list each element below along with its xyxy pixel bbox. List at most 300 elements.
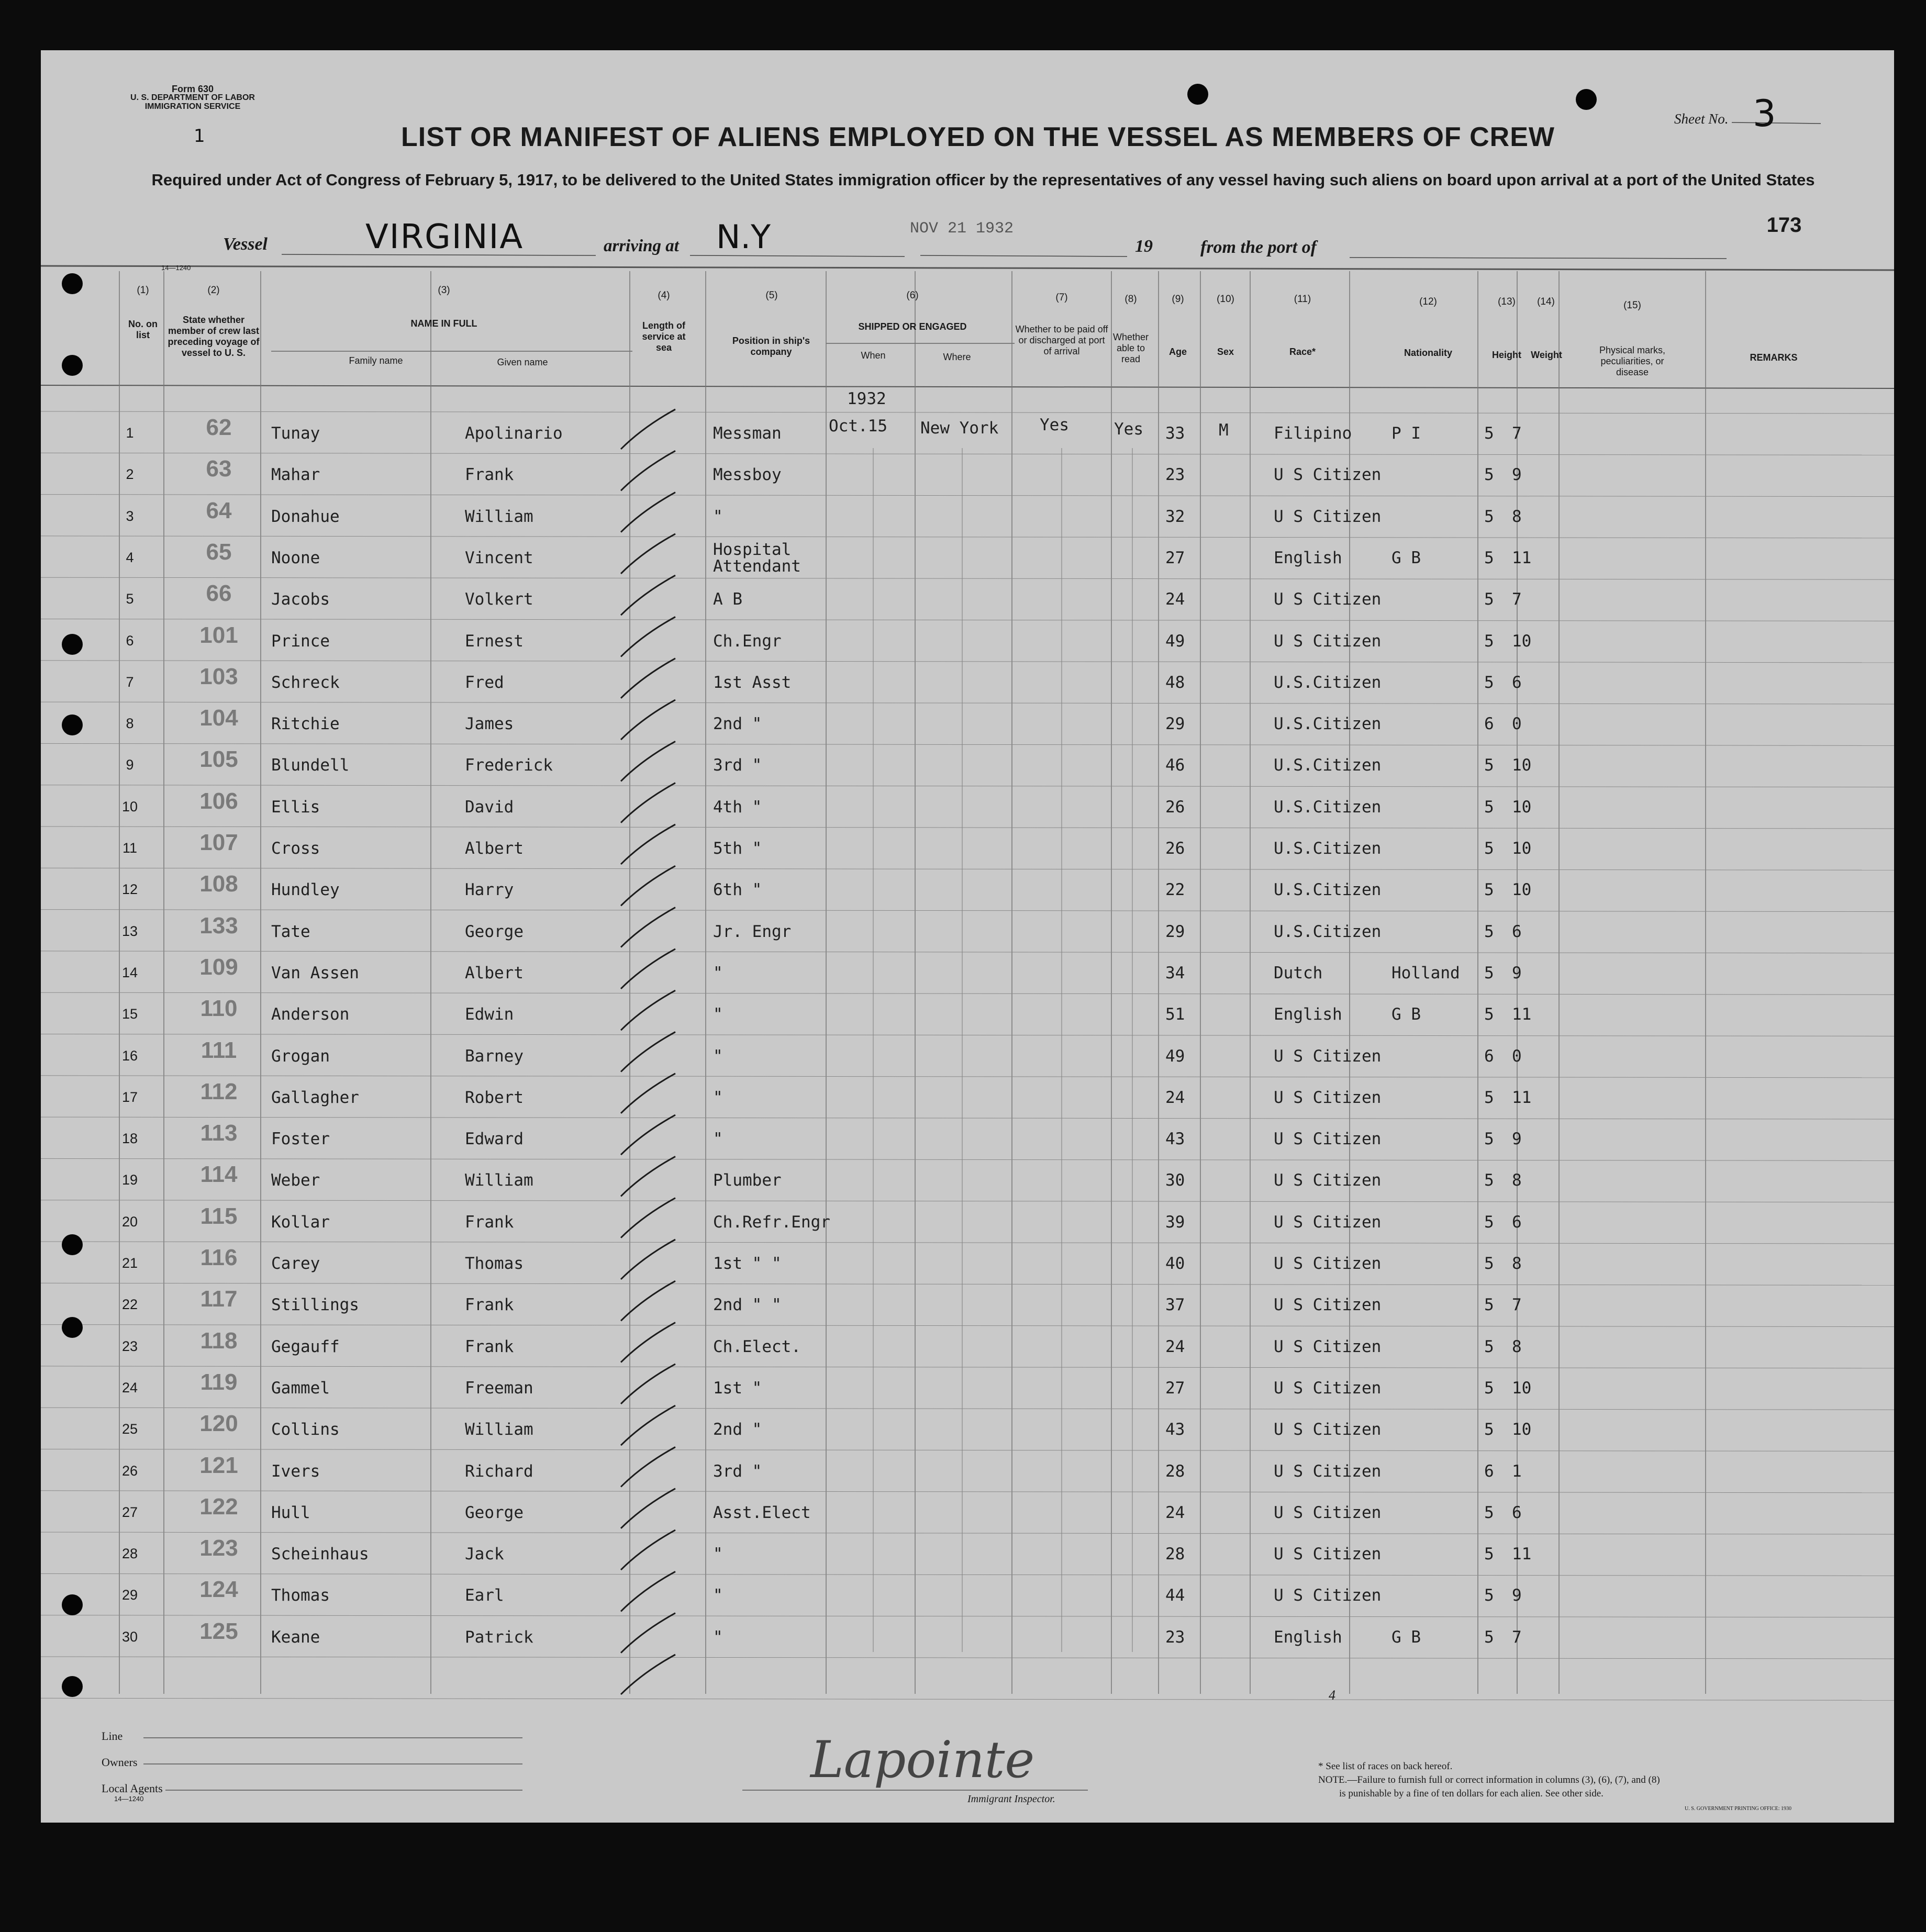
prev-voyage-number: 122 <box>199 1493 238 1520</box>
given-name: William <box>465 1420 533 1439</box>
family-name: Stillings <box>271 1296 359 1315</box>
family-name: Gallagher <box>271 1088 359 1107</box>
row-number: 10 <box>121 798 138 814</box>
race: U S Citizen <box>1274 1171 1382 1190</box>
row-number: 9 <box>126 757 134 773</box>
given-name: Edwin <box>465 1005 514 1024</box>
printer-imprint: U. S. GOVERNMENT PRINTING OFFICE: 1930 <box>1685 1806 1791 1812</box>
race: U.S.Citizen <box>1274 839 1382 858</box>
punch-hole <box>62 1676 83 1697</box>
weight: 8 <box>1512 507 1522 526</box>
service-tick-mark <box>621 1032 675 1072</box>
service-tick-mark <box>621 1074 675 1113</box>
form-service: IMMIGRATION SERVICE <box>144 102 241 111</box>
row-number: 30 <box>121 1628 138 1645</box>
race: U S Citizen <box>1274 1461 1382 1481</box>
race: U.S.Citizen <box>1274 756 1382 775</box>
age: 28 <box>1165 1461 1185 1481</box>
col-num-3: (3) <box>438 285 450 296</box>
age: 23 <box>1165 1627 1185 1647</box>
age: 49 <box>1165 631 1185 651</box>
race: U S Citizen <box>1274 1378 1382 1398</box>
race: U S Citizen <box>1274 1420 1382 1439</box>
prev-voyage-number: 62 <box>206 415 232 440</box>
col-num-4: (4) <box>658 290 670 301</box>
row-rule <box>41 1449 1894 1451</box>
position: 2nd " <box>713 1420 762 1439</box>
family-name: Tunay <box>271 424 320 443</box>
prev-voyage-number: 123 <box>199 1535 238 1561</box>
height: 5 <box>1484 963 1494 982</box>
col-num-15: (15) <box>1623 300 1641 311</box>
inspector-label: Immigrant Inspector. <box>967 1793 1055 1805</box>
race: U S Citizen <box>1274 631 1382 651</box>
age: 43 <box>1165 1420 1185 1439</box>
position: 5th " <box>713 839 762 858</box>
position: " <box>713 963 723 982</box>
position: 2nd " <box>713 714 762 734</box>
prev-voyage-number: 124 <box>199 1577 238 1603</box>
height: 5 <box>1484 673 1494 692</box>
row-number: 29 <box>121 1587 138 1603</box>
col-header-family-name: Family name <box>349 355 403 366</box>
race: U S Citizen <box>1274 1254 1382 1273</box>
row-rule <box>41 453 1894 455</box>
race: U S Citizen <box>1274 1130 1382 1149</box>
family-name: Ritchie <box>271 714 340 734</box>
row-rule <box>41 577 1894 579</box>
weight: 11 <box>1512 548 1532 567</box>
family-name: Donahue <box>271 507 340 526</box>
height: 5 <box>1484 1627 1494 1647</box>
row-number: 6 <box>126 632 134 649</box>
family-name: Ivers <box>271 1461 320 1481</box>
height: 5 <box>1484 1296 1494 1315</box>
position: 3rd " <box>713 1461 762 1481</box>
weight: 9 <box>1512 963 1522 982</box>
position: 1st " <box>713 1378 762 1398</box>
row-number: 2 <box>126 466 134 483</box>
weight: 9 <box>1512 1130 1522 1149</box>
family-name: Hundley <box>271 880 340 900</box>
row-number: 8 <box>126 716 134 732</box>
age: 30 <box>1165 1171 1185 1190</box>
prev-voyage-number: 120 <box>199 1411 238 1437</box>
nationality: Holland <box>1391 963 1460 982</box>
height: 5 <box>1484 1503 1494 1522</box>
age: 29 <box>1165 714 1185 734</box>
weight: 7 <box>1512 590 1522 609</box>
row-number: 26 <box>121 1462 138 1479</box>
age: 24 <box>1165 1088 1185 1107</box>
given-name: Albert <box>465 963 524 982</box>
vessel-name: VIRGINIA <box>365 218 524 256</box>
age: 23 <box>1165 465 1185 485</box>
family-name: Van Assen <box>271 963 359 982</box>
row-number: 21 <box>121 1255 138 1271</box>
race: U S Citizen <box>1274 1046 1382 1066</box>
family-name: Prince <box>271 631 330 651</box>
family-name: Hull <box>271 1503 310 1522</box>
fine-note-2: is punishable by a fine of ten dollars for each alien. See other side. <box>1339 1788 1604 1799</box>
height: 5 <box>1484 880 1494 900</box>
race: U S Citizen <box>1274 1088 1382 1107</box>
given-name: William <box>465 1171 533 1190</box>
weight: 6 <box>1512 1212 1522 1232</box>
given-name: Patrick <box>465 1627 533 1647</box>
inspector-signature: Lapointe <box>810 1730 1035 1789</box>
height: 5 <box>1484 465 1494 485</box>
given-name: Barney <box>465 1046 524 1066</box>
row-number: 5 <box>126 591 134 607</box>
col-header-remarks: REMARKS <box>1750 352 1798 363</box>
col-num-9: (9) <box>1172 294 1184 305</box>
row-rule <box>41 785 1894 787</box>
row-rule <box>41 868 1894 870</box>
height: 5 <box>1484 1337 1494 1356</box>
given-name: Frederick <box>465 756 553 775</box>
family-name: Cross <box>271 839 320 858</box>
col-header-nationality: Nationality <box>1404 348 1452 358</box>
race: U S Citizen <box>1274 465 1382 485</box>
height: 6 <box>1484 714 1494 734</box>
row-rule <box>41 1117 1894 1119</box>
prev-voyage-number: 113 <box>200 1120 238 1146</box>
row-rule <box>41 992 1894 995</box>
shipped-where: New York <box>920 419 999 438</box>
family-name: Anderson <box>271 1005 350 1024</box>
height: 5 <box>1484 797 1494 817</box>
service-tick-mark <box>621 824 675 864</box>
manifest-sheet <box>41 50 1894 1823</box>
row-rule <box>41 1491 1894 1493</box>
col-header-where: Where <box>943 352 971 362</box>
row-rule <box>41 702 1894 704</box>
race: U S Citizen <box>1274 1503 1382 1522</box>
position: " <box>713 507 723 526</box>
col-num-14: (14) <box>1537 296 1555 307</box>
family-name: Blundell <box>271 756 350 775</box>
paid-off-value: Yes <box>1040 416 1069 434</box>
age: 33 <box>1165 424 1185 443</box>
position: Jr. Engr <box>713 922 792 941</box>
service-tick-mark <box>621 1489 675 1528</box>
weight: 8 <box>1512 1171 1522 1190</box>
row-number: 20 <box>121 1213 138 1230</box>
age: 27 <box>1165 1378 1185 1398</box>
height: 5 <box>1484 1254 1494 1273</box>
weight: 8 <box>1512 1337 1522 1356</box>
small-code: 14—1240 <box>161 264 191 272</box>
age: 39 <box>1165 1212 1185 1232</box>
given-name: Freeman <box>465 1378 533 1398</box>
row-number: 17 <box>121 1089 138 1105</box>
row-rule <box>41 536 1894 538</box>
service-tick-mark <box>621 783 675 823</box>
position: Ch.Engr <box>713 631 782 651</box>
age: 26 <box>1165 839 1185 858</box>
given-name: Frank <box>465 1296 514 1315</box>
height: 5 <box>1484 1420 1494 1439</box>
sheet-number: 3 <box>1753 92 1776 135</box>
service-tick-mark <box>621 1655 675 1694</box>
col-num-5: (5) <box>765 290 778 301</box>
column-header-rule <box>41 385 1894 388</box>
punch-hole <box>1187 84 1208 105</box>
age: 29 <box>1165 922 1185 941</box>
row-rule <box>41 743 1894 745</box>
given-name: Fred <box>465 673 504 692</box>
age: 28 <box>1165 1545 1185 1564</box>
weight: 1 <box>1512 1461 1522 1481</box>
height: 5 <box>1484 1586 1494 1605</box>
position: A B <box>713 590 742 609</box>
shipped-year: 1932 <box>847 389 886 408</box>
family-name: Gegauff <box>271 1337 340 1356</box>
given-name: William <box>465 507 533 526</box>
col-num-11: (11) <box>1294 294 1311 305</box>
position: Asst.Elect <box>713 1503 811 1522</box>
position: Messman <box>713 424 782 443</box>
service-tick-mark <box>621 658 675 698</box>
race: Dutch <box>1274 963 1323 982</box>
height: 5 <box>1484 424 1494 443</box>
race: U S Citizen <box>1274 507 1382 526</box>
punch-hole <box>62 1594 83 1615</box>
prev-voyage-number: 104 <box>199 705 238 731</box>
punch-hole <box>62 1234 83 1255</box>
given-name: Harry <box>465 880 514 900</box>
family-name: Kollar <box>271 1212 330 1232</box>
race: English <box>1274 548 1342 567</box>
family-name: Scheinhaus <box>271 1545 369 1564</box>
col-header-physical: Physical marks, peculiarities, or disease <box>1599 345 1666 377</box>
family-name: Gammel <box>271 1378 330 1398</box>
punch-hole <box>62 1317 83 1338</box>
service-tick-mark <box>621 990 675 1030</box>
service-tick-mark <box>621 700 675 740</box>
weight: 8 <box>1512 1254 1522 1273</box>
service-tick-mark <box>621 866 675 906</box>
col-header-read: Whether able to read <box>1112 332 1149 364</box>
age: 49 <box>1165 1046 1185 1066</box>
height: 5 <box>1484 839 1494 858</box>
given-name: George <box>465 1503 524 1522</box>
race: English <box>1274 1627 1342 1647</box>
weight: 7 <box>1512 424 1522 443</box>
given-name: Apolinario <box>465 424 563 443</box>
col-header-length: Length of service at sea <box>642 320 686 353</box>
height: 5 <box>1484 507 1494 526</box>
given-name: Frank <box>465 1212 514 1232</box>
col-num-12: (12) <box>1419 296 1437 307</box>
age: 51 <box>1165 1005 1185 1024</box>
weight: 7 <box>1512 1627 1522 1647</box>
prev-voyage-number: 117 <box>200 1286 238 1312</box>
weight: 10 <box>1512 756 1532 775</box>
race: U.S.Citizen <box>1274 714 1382 734</box>
punch-hole <box>62 634 83 655</box>
form-number: Form 630 <box>171 84 214 94</box>
service-tick-mark <box>621 741 675 781</box>
weight: 6 <box>1512 673 1522 692</box>
punch-hole <box>1576 89 1597 110</box>
weight: 0 <box>1512 1046 1522 1066</box>
date-underline <box>920 255 1127 256</box>
row-rule <box>41 495 1894 497</box>
col-header-height: Height <box>1492 350 1521 360</box>
col-header-name: NAME IN FULL <box>410 318 477 329</box>
row-rule <box>41 951 1894 953</box>
page-number: 173 <box>1766 214 1802 237</box>
position: " <box>713 1627 723 1647</box>
height: 5 <box>1484 1378 1494 1398</box>
height: 6 <box>1484 1461 1494 1481</box>
punch-hole <box>62 355 83 376</box>
prev-voyage-number: 110 <box>200 996 238 1022</box>
prev-voyage-number: 119 <box>200 1369 238 1395</box>
family-name: Tate <box>271 922 310 941</box>
race: U S Citizen <box>1274 590 1382 609</box>
height: 5 <box>1484 1005 1494 1024</box>
given-name: Earl <box>465 1586 504 1605</box>
row-rule <box>41 1076 1894 1078</box>
family-name: Weber <box>271 1171 320 1190</box>
race: U S Citizen <box>1274 1545 1382 1564</box>
family-name: Carey <box>271 1254 320 1273</box>
row-number: 13 <box>121 923 138 939</box>
prev-voyage-number: 63 <box>206 456 232 482</box>
given-name: David <box>465 797 514 817</box>
row-number: 24 <box>121 1379 138 1395</box>
nationality: P I <box>1391 424 1421 443</box>
height: 5 <box>1484 1171 1494 1190</box>
nationality: G B <box>1391 1627 1421 1647</box>
service-tick-mark <box>621 1156 675 1196</box>
age: 22 <box>1165 880 1185 900</box>
height: 5 <box>1484 631 1494 651</box>
row-number: 23 <box>121 1338 138 1354</box>
col-header-given-name: Given name <box>497 357 548 367</box>
race: English <box>1274 1005 1342 1024</box>
position: Ch.Elect. <box>713 1337 801 1356</box>
position: 6th " <box>713 880 762 900</box>
row-number: 18 <box>121 1131 138 1147</box>
row-rule <box>41 1698 1894 1700</box>
service-tick-mark <box>621 1405 675 1445</box>
race: U S Citizen <box>1274 1586 1382 1605</box>
col-header-position: Position in ship's company <box>732 336 810 357</box>
age: 46 <box>1165 756 1185 775</box>
age: 24 <box>1165 590 1185 609</box>
sheet-underline <box>1732 122 1821 124</box>
given-name: James <box>465 714 514 734</box>
service-tick-mark <box>621 1447 675 1487</box>
form-department: U. S. DEPARTMENT OF LABOR <box>130 93 255 102</box>
row-rule <box>41 1242 1894 1244</box>
prev-voyage-number: 65 <box>206 539 232 565</box>
given-name: Volkert <box>465 590 533 609</box>
family-name: Jacobs <box>271 590 330 609</box>
row-rule <box>41 1158 1894 1160</box>
prev-voyage-number: 112 <box>200 1078 238 1104</box>
able-to-read-value: Yes <box>1114 420 1143 439</box>
row-rule <box>41 1615 1894 1617</box>
prev-voyage-number: 133 <box>199 912 238 939</box>
year-prefix: 19 <box>1135 237 1153 256</box>
sex-value: M <box>1219 421 1229 440</box>
col-header-sex: Sex <box>1217 347 1234 357</box>
weight: 11 <box>1512 1545 1532 1564</box>
family-name: Collins <box>271 1420 340 1439</box>
weight: 10 <box>1512 1420 1532 1439</box>
from-port-label: from the port of <box>1200 238 1317 257</box>
position: " <box>713 1586 723 1605</box>
margin-mark: 4 <box>1329 1688 1335 1703</box>
service-tick-mark <box>621 534 675 574</box>
height: 5 <box>1484 590 1494 609</box>
given-name: Albert <box>465 839 524 858</box>
position: " <box>713 1130 723 1149</box>
prev-voyage-number: 109 <box>199 954 238 980</box>
race-note: * See list of races on back hereof. <box>1318 1761 1453 1772</box>
age: 48 <box>1165 673 1185 692</box>
header-rule <box>41 266 1894 270</box>
row-number: 3 <box>126 508 134 524</box>
weight: 10 <box>1512 631 1532 651</box>
family-name: Noone <box>271 548 320 567</box>
age: 37 <box>1165 1296 1185 1315</box>
race: Filipino <box>1274 424 1352 443</box>
prev-voyage-number: 107 <box>199 830 238 855</box>
position: " <box>713 1046 723 1066</box>
col-header-shipped: SHIPPED OR ENGAGED <box>858 321 967 332</box>
position: " <box>713 1005 723 1024</box>
race: U.S.Citizen <box>1274 797 1382 817</box>
prev-voyage-number: 66 <box>206 580 232 607</box>
given-name: George <box>465 922 524 941</box>
prev-voyage-number: 105 <box>199 746 238 773</box>
col-num-2: (2) <box>207 285 220 296</box>
height: 5 <box>1484 1545 1494 1564</box>
row-number: 14 <box>121 964 138 980</box>
prev-voyage-number: 64 <box>206 497 232 523</box>
row-number: 12 <box>121 881 138 898</box>
punch-hole <box>62 273 83 294</box>
height: 5 <box>1484 1088 1494 1107</box>
service-tick-mark <box>621 1323 675 1363</box>
row-number: 4 <box>126 549 134 565</box>
weight: 6 <box>1512 922 1522 941</box>
prev-voyage-number: 108 <box>199 871 238 897</box>
weight: 11 <box>1512 1088 1532 1107</box>
col-num-13: (13) <box>1498 296 1516 307</box>
col-num-10: (10) <box>1217 294 1234 305</box>
prev-voyage-number: 101 <box>199 622 238 648</box>
footer-code: 14—1240 <box>114 1795 144 1803</box>
weight: 10 <box>1512 797 1532 817</box>
row-rule <box>41 1200 1894 1202</box>
service-tick-mark <box>621 1281 675 1321</box>
from-port-underline <box>1350 258 1727 259</box>
family-name: Ellis <box>271 797 320 817</box>
given-name: Thomas <box>465 1254 524 1273</box>
position: 1st Asst <box>713 673 792 692</box>
service-tick-mark <box>621 1198 675 1238</box>
given-name: Vincent <box>465 548 533 567</box>
row-rule <box>41 1408 1894 1410</box>
owners-label: Owners <box>102 1756 138 1769</box>
